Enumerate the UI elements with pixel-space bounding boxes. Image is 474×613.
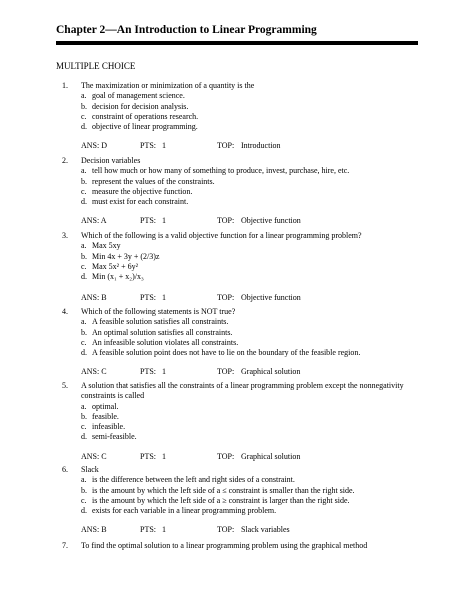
option-a: a. goal of management science. bbox=[81, 91, 185, 101]
section-heading: MULTIPLE CHOICE bbox=[56, 61, 136, 71]
option-d: d. exists for each variable in a linear programming problem. bbox=[81, 506, 277, 516]
option-b: b. decision for decision analysis. bbox=[81, 101, 189, 111]
title-rule bbox=[56, 41, 418, 45]
answer-line: ANS: D PTS: 1 TOP: Introduction bbox=[81, 141, 424, 151]
question-text: Slack bbox=[81, 465, 99, 474]
topic-value: Objective function bbox=[241, 216, 301, 226]
question-number: 6. bbox=[62, 465, 68, 474]
option-b: b. feasible. bbox=[81, 411, 119, 421]
question-number: 4. bbox=[62, 307, 68, 316]
question-text: Which of the following statements is NOT true? bbox=[81, 307, 236, 316]
question-number: 1. bbox=[62, 81, 68, 90]
topic-value: Objective function bbox=[241, 293, 301, 303]
points-value: 1 bbox=[162, 293, 167, 303]
option-c: c. measure the objective function. bbox=[81, 186, 193, 196]
answer-line: ANS: A PTS: 1 TOP: Objective function bbox=[81, 216, 424, 226]
option-b: b. is the amount by which the left side of a ≤ constraint is smaller than the right side. bbox=[81, 485, 355, 495]
option-d: d. Min (x₁ + x₂)/x₃ bbox=[81, 272, 144, 282]
option-b: b. represent the values of the constraints. bbox=[81, 176, 215, 186]
points-value: 1 bbox=[162, 525, 167, 535]
page-title: Chapter 2—An Introduction to Linear Programming bbox=[56, 24, 317, 36]
answer-value: B bbox=[101, 525, 107, 535]
question-number: 3. bbox=[62, 231, 68, 240]
option-d: d. semi-feasible. bbox=[81, 432, 137, 442]
answer-value: B bbox=[101, 293, 107, 303]
question-6 bbox=[62, 465, 424, 536]
option-a: a. is the difference between the left and right sides of a constraint. bbox=[81, 475, 295, 485]
question-text: Decision variables bbox=[81, 156, 141, 165]
topic-value: Graphical solution bbox=[241, 451, 301, 461]
option-c: c. An infeasible solution violates all constraints. bbox=[81, 337, 239, 347]
option-c: c. infeasible. bbox=[81, 422, 126, 432]
topic-value: Introduction bbox=[241, 141, 281, 151]
points-value: 1 bbox=[162, 216, 167, 226]
question-text: Which of the following is a valid objective function for a linear programming problem? bbox=[81, 231, 362, 240]
option-b: b. An optimal solution satisfies all constraints. bbox=[81, 327, 233, 337]
option-c: c. is the amount by which the left side of a ≥ constraint is larger than the right side. bbox=[81, 495, 350, 505]
option-b: b. Min 4x + 3y + (2/3)z bbox=[81, 251, 160, 261]
option-c: c. Max 5x² + 6y² bbox=[81, 261, 138, 271]
points-value: 1 bbox=[162, 367, 167, 377]
question-4 bbox=[62, 307, 424, 378]
answer-value: C bbox=[101, 367, 107, 377]
option-a: a. tell how much or how many of something to produce, invest, purchase, hire, etc. bbox=[81, 166, 350, 176]
answer-value: A bbox=[100, 216, 107, 226]
option-a: a. optimal. bbox=[81, 401, 119, 411]
question-3 bbox=[62, 231, 424, 304]
option-d: d. A feasible solution point does not have to lie on the boundary of the feasible region. bbox=[81, 348, 361, 358]
topic-value: Graphical solution bbox=[241, 367, 301, 377]
question-7 bbox=[62, 541, 424, 551]
answer-line: ANS: C PTS: 1 TOP: Graphical solution bbox=[81, 452, 424, 462]
question-text: The maximization or minimization of a quantity is the bbox=[81, 81, 255, 90]
option-c: c. constraint of operations research. bbox=[81, 111, 199, 121]
points-value: 1 bbox=[162, 451, 167, 461]
option-a: a. Max 5xy bbox=[81, 241, 121, 251]
topic-value: Slack variables bbox=[241, 525, 290, 535]
points-value: 1 bbox=[162, 141, 167, 151]
question-2 bbox=[62, 156, 424, 227]
option-d: d. objective of linear programming. bbox=[81, 122, 198, 132]
question-text: A solution that satisfies all the constraints of a linear programming problem except the nonnegativity constraints is called bbox=[81, 381, 404, 401]
option-a: a. A feasible solution satisfies all constraints. bbox=[81, 317, 229, 327]
question-number: 2. bbox=[62, 156, 68, 165]
answer-line: ANS: B PTS: 1 TOP: Slack variables bbox=[81, 525, 424, 535]
question-number: 7. bbox=[62, 541, 68, 550]
question-5 bbox=[62, 381, 424, 462]
option-d: d. must exist for each constraint. bbox=[81, 197, 189, 207]
answer-line: ANS: B PTS: 1 TOP: Objective function bbox=[81, 293, 424, 303]
answer-value: C bbox=[101, 451, 107, 461]
answer-value: D bbox=[101, 141, 108, 151]
answer-line: ANS: C PTS: 1 TOP: Graphical solution bbox=[81, 367, 424, 377]
question-text: To find the optimal solution to a linear programming problem using the graphical method bbox=[81, 541, 368, 550]
question-number: 5. bbox=[62, 381, 68, 390]
question-1 bbox=[62, 81, 424, 152]
